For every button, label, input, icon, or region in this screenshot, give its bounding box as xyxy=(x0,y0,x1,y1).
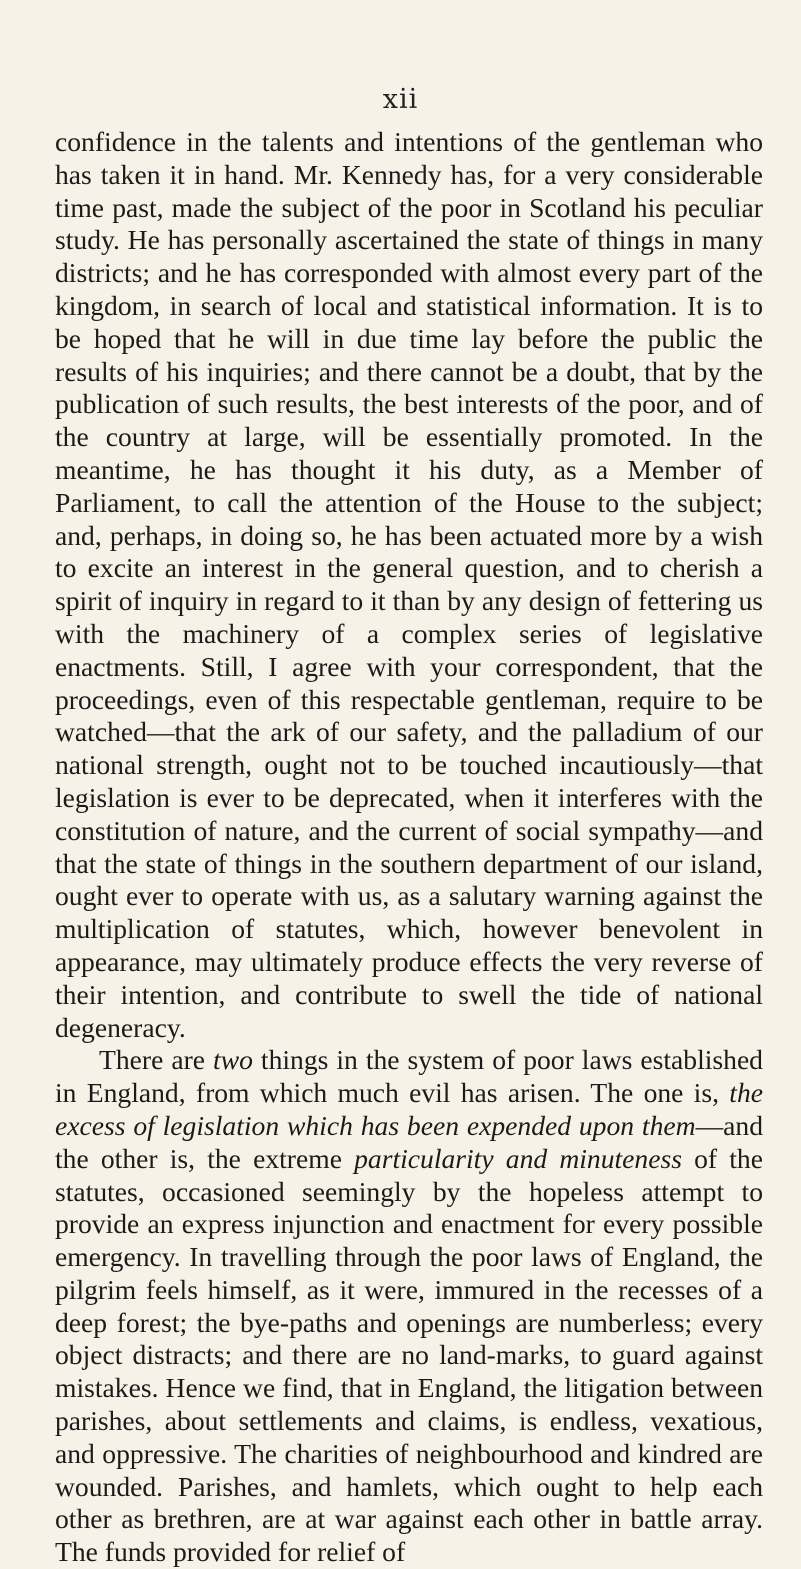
page-number: xii xyxy=(382,84,419,115)
p2-rest: of the statutes, occasioned seemingly by the hopeless attempt to provide an express injunction and enactment for every possible emergency. In travelling through the poor laws of England, the pilgrim feels himself, as it were, immured in the recesses of a deep forest; the bye-paths and openings are numberless; every object distracts; and there are no land-marks, to guard against mistakes. Hence we find, that in England, the litigation between parishes, about settlements and claims, is endless, vexatious, and oppressive. The charities of neighbourhood and kindred are wounded. Parishes, and hamlets, which ought to help each other as brethren, are at war against each other in battle array. The funds provided for relief of xyxy=(55,1142,763,1568)
p2-mid1: things in the system of poor laws established in England, from which much evil has arisen. The one is, xyxy=(55,1044,763,1109)
p2-italic-particularity: particularity and minuteness xyxy=(354,1142,682,1174)
body-text xyxy=(55,126,763,1569)
p2-start: There are xyxy=(99,1044,214,1076)
paragraph-1: confidence in the talents and intentions of the gentleman who has taken it in hand. Mr. Kennedy has, for a very considerable time past, made the subject of the poor in Scotland his peculiar study. He has personally ascertained the state of things in many districts; and he has corresponded with almost every part of the kingdom, in search of local and statistical information. It is to be hoped that he will in due time lay before the public the results of his inquiries; and there cannot be a doubt, that by the publication of such results, the best interests of the poor, and of the country at large, will be essentially promoted. In the meantime, he has thought it his duty, as a Member of Parliament, to call the attention of the House to the subject; and, perhaps, in doing so, he has been actuated more by a wish to excite an interest in the general question, and to cherish a spirit of inquiry in regard to it than by any design of fettering us with the machinery of a complex series of legislative enactments. Still, I agree with your correspondent, that the proceedings, even of this respectable gentleman, require to be watched—that the ark of our safety, and the palladium of our national strength, ought not to be touched incautiously—that legislation is ever to be deprecated, when it interferes with the constitution of nature, and the current of social sympathy—and that the state of things in the southern department of our island, ought ever to operate with us, as a salutary warning against the multiplication of statutes, which, however benevolent in appearance, may ultimately produce effects the very reverse of their intention, and contribute to swell the tide of national degeneracy. xyxy=(55,126,763,1043)
p2-mid2: —and the other is, the extreme xyxy=(55,1109,763,1174)
p2-italic-two: two xyxy=(213,1044,253,1076)
paragraph-2 xyxy=(55,1044,763,1569)
p2-italic-excess: the excess of legislation which has been expended upon them xyxy=(55,1077,763,1141)
